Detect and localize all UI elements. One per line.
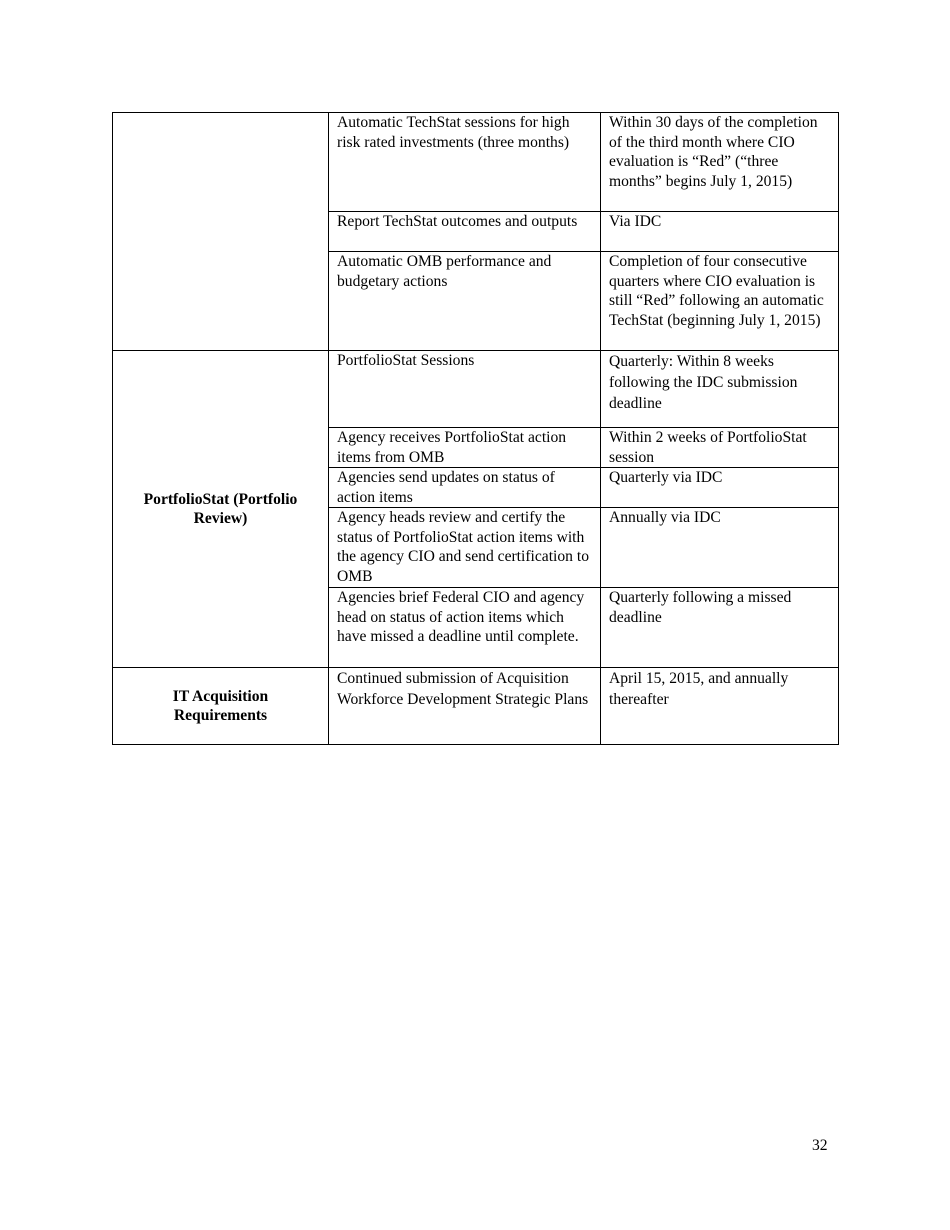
- action-cell: PortfolioStat Sessions: [329, 351, 601, 428]
- action-cell: Report TechStat outcomes and outputs: [329, 212, 601, 252]
- deadline-cell: Within 2 weeks of PortfolioStat session: [601, 428, 839, 468]
- deadline-cell: Via IDC: [601, 212, 839, 252]
- deadline-cell: Quarterly via IDC: [601, 468, 839, 508]
- action-cell: Agencies send updates on status of action items: [329, 468, 601, 508]
- action-cell: Agencies brief Federal CIO and agency head on status of action items which have missed a deadline until complete.: [329, 588, 601, 668]
- deadline-cell: Quarterly: Within 8 weeks following the IDC submission deadline: [601, 351, 839, 428]
- action-cell: Continued submission of Acquisition Workforce Development Strategic Plans: [329, 668, 601, 745]
- deadline-cell: Quarterly following a missed deadline: [601, 588, 839, 668]
- table-row: [113, 351, 839, 428]
- category-cell: PortfolioStat (Portfolio Review): [113, 351, 329, 668]
- category-cell-techstat-continued: [113, 113, 329, 351]
- action-cell: Agency receives PortfolioStat action items from OMB: [329, 428, 601, 468]
- action-cell: Automatic OMB performance and budgetary actions: [329, 252, 601, 351]
- deadline-cell: Completion of four consecutive quarters where CIO evaluation is still “Red” following an automatic TechStat (beginning July 1, 2015): [601, 252, 839, 351]
- category-cell: IT Acquisition Requirements: [113, 668, 329, 745]
- deadline-cell: Within 30 days of the completion of the third month where CIO evaluation is “Red” (“three months” begins July 1, 2015): [601, 113, 839, 212]
- deadline-cell: Annually via IDC: [601, 508, 839, 588]
- table-row: [113, 668, 839, 745]
- page-number: 32: [812, 1137, 828, 1154]
- table-row: [113, 113, 839, 212]
- deadline-cell: April 15, 2015, and annually thereafter: [601, 668, 839, 745]
- action-cell: Agency heads review and certify the status of PortfolioStat action items with the agency CIO and send certification to OMB: [329, 508, 601, 588]
- requirements-table: [112, 112, 839, 745]
- action-cell: Automatic TechStat sessions for high risk rated investments (three months): [329, 113, 601, 212]
